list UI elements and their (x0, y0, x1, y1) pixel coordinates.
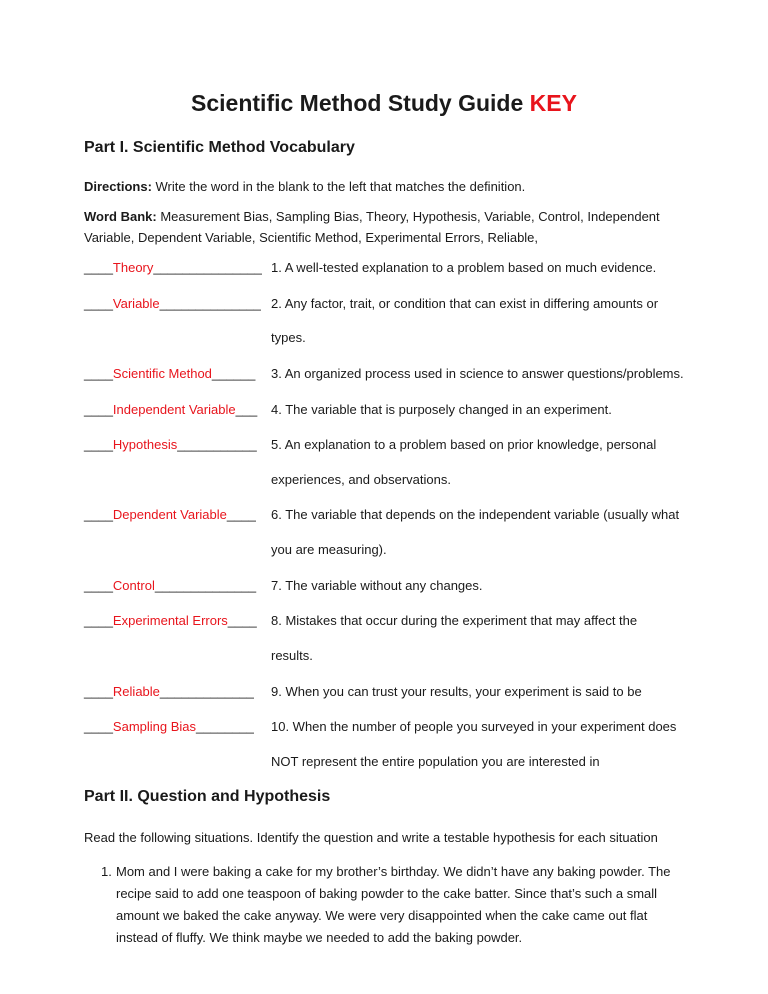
answer-text: Scientific Method (112, 366, 212, 381)
definition: 5. An explanation to a problem based on prior knowledge, personal (271, 437, 657, 452)
vocab-item (84, 611, 704, 631)
answer-blank: ____Control______________ (84, 578, 257, 593)
title-key: KEY (529, 90, 577, 116)
answer-text: Reliable (112, 684, 160, 699)
answer-text: Variable (112, 296, 160, 311)
wordbank-line2: Variable, Dependent Variable, Scientific Method, Experimental Errors, Reliable, (84, 230, 539, 245)
page-title (0, 90, 768, 117)
directions-label: Directions: (84, 179, 152, 194)
definition: 10. When the number of people you surveyed in your experiment does (271, 719, 677, 734)
answer-text: Experimental Errors (112, 613, 228, 628)
definition-continuation: experiences, and observations. (271, 472, 451, 487)
vocab-item (84, 505, 704, 525)
definition: 6. The variable that depends on the independent variable (usually what (271, 507, 680, 522)
vocab-item (84, 717, 704, 737)
part1-heading: Part I. Scientific Method Vocabulary (84, 139, 355, 156)
answer-text: Theory (112, 260, 154, 275)
word-bank (84, 206, 694, 248)
definition: 8. Mistakes that occur during the experiment that may affect the (271, 613, 638, 628)
answer-blank: ____Scientific Method______ (84, 366, 256, 381)
definition: 4. The variable that is purposely changed in an experiment. (271, 402, 612, 417)
vocab-item (84, 682, 704, 702)
definition: 1. A well-tested explanation to a problem based on much evidence. (271, 260, 657, 275)
definition-continuation: NOT represent the entire population you are interested in (271, 754, 600, 769)
vocab-item (84, 258, 704, 278)
definition-continuation: types. (271, 330, 306, 345)
answer-text: Independent Variable (112, 402, 236, 417)
definition-continuation: results. (271, 648, 313, 663)
definition: 3. An organized process used in science to answer questions/problems. (271, 366, 684, 381)
vocab-item (84, 400, 704, 420)
situation-text: Mom and I were baking a cake for my brother’s birthday. We didn’t have any baking powder. The recipe said to add one teaspoon of baking powder to the cake batter. Since that’s such a small amount we baked the cake anyway. We were very disappointed when the cake came out flat instead of fluffy. We think maybe we needed to add the baking powder. (116, 864, 671, 945)
title-main: Scientific Method Study Guide (191, 90, 530, 116)
situation-number: 1. (101, 864, 112, 879)
definition: 2. Any factor, trait, or condition that can exist in differing amounts or (271, 296, 659, 311)
definition: 7. The variable without any changes. (271, 578, 483, 593)
directions (84, 176, 694, 197)
definition-continuation: you are measuring). (271, 542, 387, 557)
vocab-item (84, 576, 704, 596)
answer-blank: ____Hypothesis___________ (84, 437, 257, 452)
vocab-item (84, 364, 704, 384)
part2-intro: Read the following situations. Identify the question and write a testable hypothesis for each situation (84, 830, 658, 845)
wordbank-label: Word Bank: (84, 209, 157, 224)
answer-blank: ____Experimental Errors____ (84, 613, 257, 628)
vocab-item (84, 294, 704, 314)
answer-blank: ____Reliable_____________ (84, 684, 254, 699)
vocab-item (84, 435, 704, 455)
answer-text: Control (112, 578, 155, 593)
directions-text: Write the word in the blank to the left that matches the definition. (151, 179, 526, 194)
situation-item (101, 861, 686, 949)
answer-blank: ____Variable______________ (84, 296, 261, 311)
answer-text: Hypothesis (112, 437, 178, 452)
wordbank-line1: Measurement Bias, Sampling Bias, Theory, Hypothesis, Variable, Control, Independent (156, 209, 660, 224)
answer-blank: ____Theory_______________ (84, 260, 262, 275)
answer-blank: ____Independent Variable___ (84, 402, 258, 417)
answer-text: Dependent Variable (112, 507, 227, 522)
answer-text: Sampling Bias (112, 719, 197, 734)
definition: 9. When you can trust your results, your experiment is said to be (271, 684, 642, 699)
answer-blank: ____Dependent Variable____ (84, 507, 256, 522)
part2-heading: Part II. Question and Hypothesis (84, 788, 331, 805)
answer-blank: ____Sampling Bias________ (84, 719, 254, 734)
